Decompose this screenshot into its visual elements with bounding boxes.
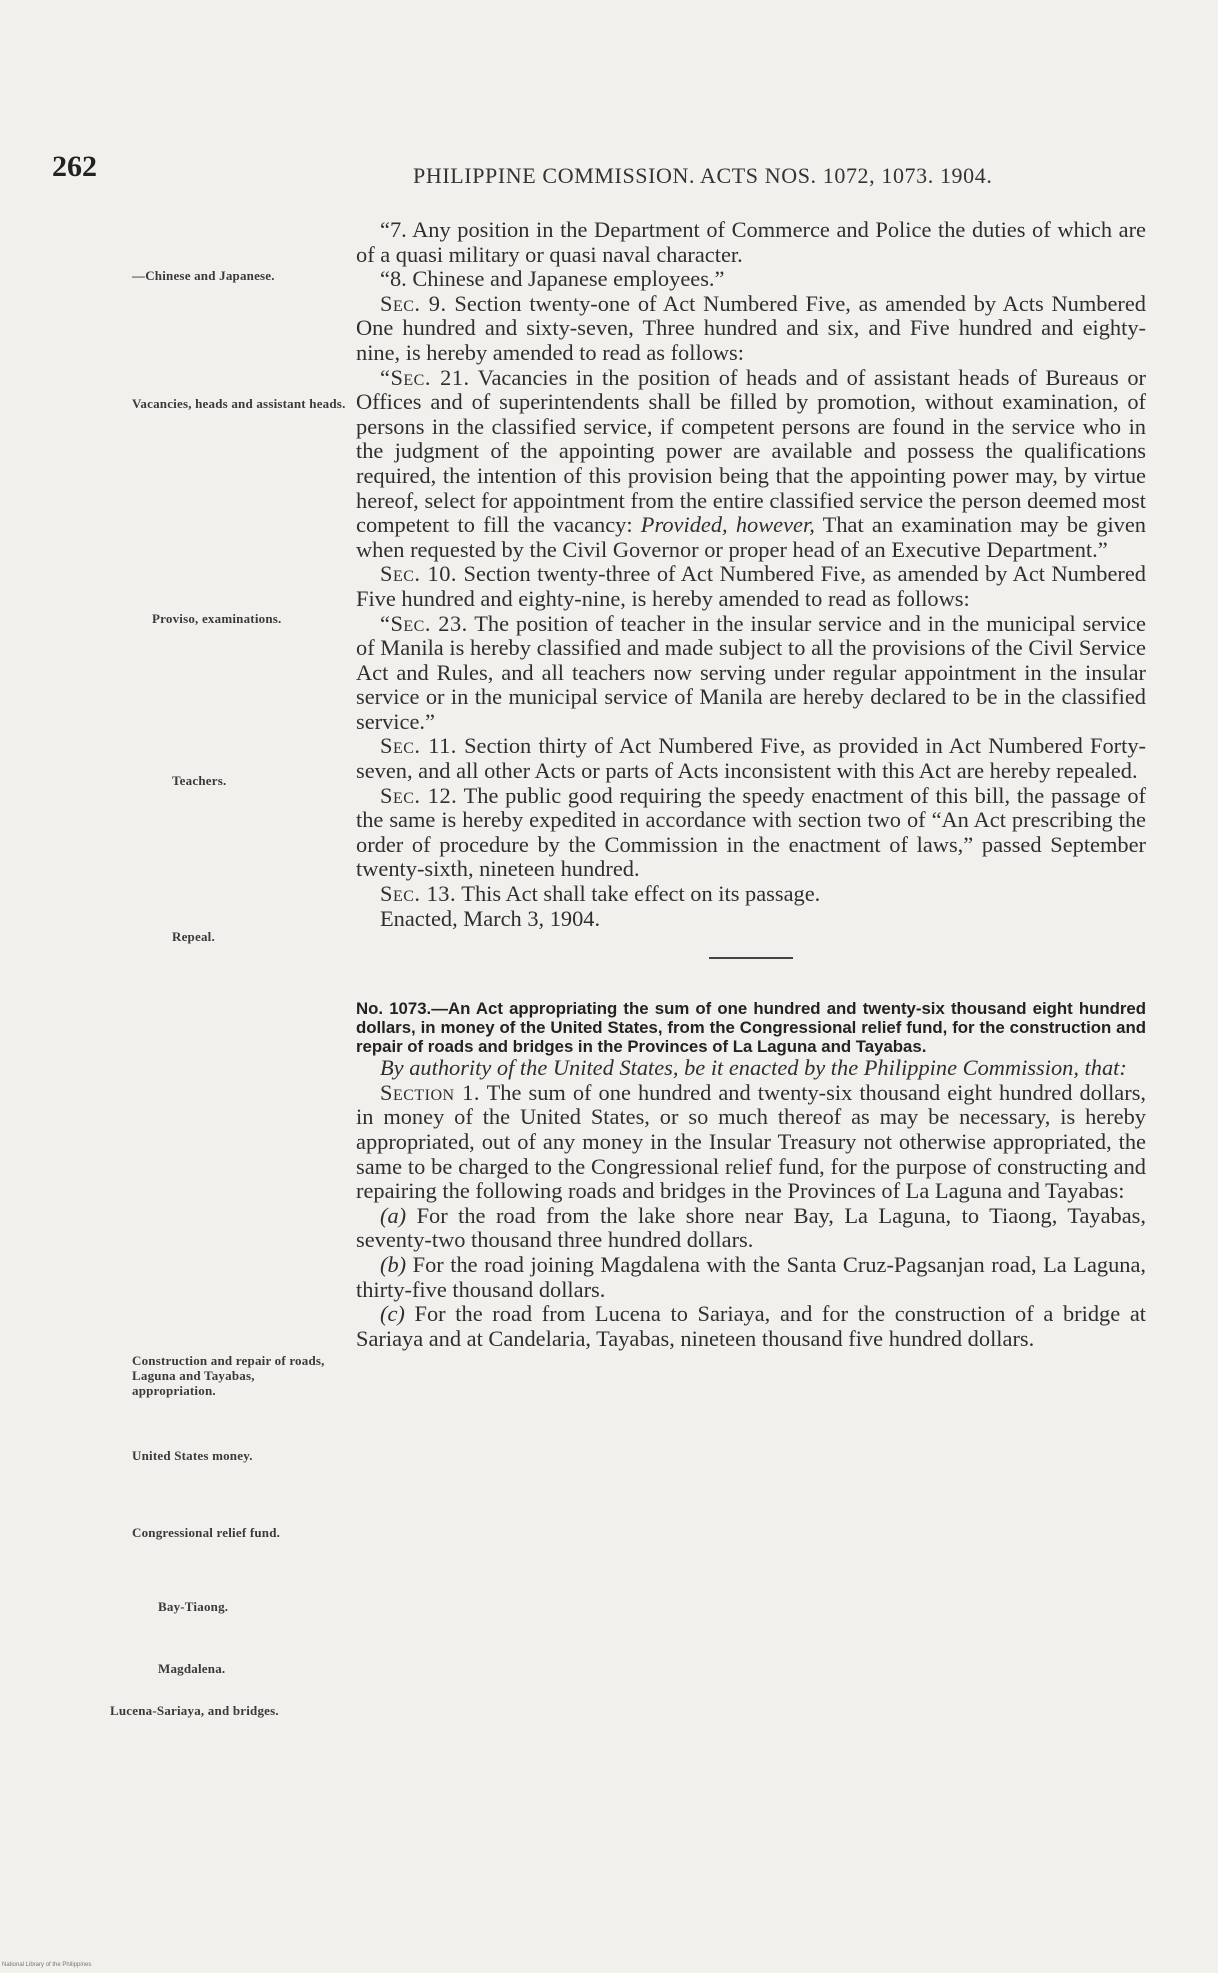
paragraph: (b) For the road joining Magdalena with the Santa Cruz-Pagsanjan road, La Laguna, thirty-five thousand dollars. — [356, 1251, 1146, 1302]
section-divider — [709, 957, 793, 959]
page-number: 262 — [52, 150, 97, 183]
paragraph: “7. Any position in the Department of Commerce and Police the duties of which are of a quasi military or quasi naval character. — [356, 217, 1146, 267]
margin-note-relief-fund: Congressional relief fund. — [132, 1525, 281, 1540]
margin-note-lucena: Lucena-Sariaya, and bridges. — [110, 1703, 279, 1718]
margin-note-bay-tiaong: Bay-Tiaong. — [158, 1599, 229, 1614]
paragraph: Sec. 9. Section twenty-one of Act Numbered Five, as amended by Acts Numbered One hundred and sixty-seven, Three hundred and six, and Five hundred and eighty-nine, is hereby amended to read as follows: — [356, 290, 1146, 365]
paragraph: Sec. 12. The public good requiring the speedy enactment of this bill, the passage of the same is hereby expedited in accordance with section two of “An Act prescribing the order of procedure by the Commission in the enactment of laws,” passed September twenty-sixth, nineteen hundred. — [356, 782, 1146, 882]
paragraph: Section 1. The sum of one hundred and twenty-six thousand eight hundred dollars, in money of the United States, or so much thereof as may be necessary, is hereby appropriated, out of any money in the Insular Treasury not otherwise appropriated, the same to be charged to the Congressional relief fund, for the purpose of constructing and repairing the following roads and bridges in the Provinces of La Laguna and Tayabas: — [356, 1079, 1147, 1204]
paragraph: (a) For the road from the lake shore near Bay, La Laguna, to Tiaong, Tayabas, seventy-two thousand three hundred dollars. — [356, 1202, 1146, 1253]
paragraph: “Sec. 23. The position of teacher in the insular service and in the municipal service of Manila is hereby classified and made subject to all the provisions of the Civil Service Act and Rules, and all teachers now serving under regular appointment in the insular service or in the municipal service of Manila are hereby declared to be in the classified service.” — [356, 610, 1146, 734]
paragraph: Sec. 13. This Act shall take effect on its passage. — [380, 881, 821, 907]
margin-note-us-money: United States money. — [132, 1448, 253, 1463]
margin-note-teachers: Teachers. — [172, 773, 227, 788]
paragraph: Sec. 10. Section twenty-three of Act Numbered Five, as amended by Act Numbered Five hundred and eighty-nine, is hereby amended to read as follows: — [356, 561, 1146, 611]
margin-note-repeal: Repeal. — [172, 929, 215, 944]
margin-note-magdalena: Magdalena. — [158, 1661, 226, 1676]
margin-note-chinese: —Chinese and Japanese. — [132, 268, 275, 283]
act-heading: No. 1073.—An Act appropriating the sum of one hundred and twenty-six thousand eight hundred dollars, in money of the United States, from the Congressional relief fund, for the construction and repair of roads and bridges in the Provinces of La Laguna and Tayabas. — [356, 999, 1146, 1057]
margin-note-proviso: Proviso, examinations. — [152, 611, 282, 626]
running-head: PHILIPPINE COMMISSION. ACTS NOS. 1072, 1073. 1904. — [413, 163, 993, 188]
margin-note-construction: Construction and repair of roads, Laguna and Tayabas, appropriation. — [132, 1353, 325, 1398]
paragraph: (c) For the road from Lucena to Sariaya, and for the construction of a bridge at Sariaya and at Candelaria, Tayabas, nineteen thousand five hundred dollars. — [356, 1301, 1146, 1351]
main-text — [356, 218, 1146, 1351]
enactment-date: Enacted, March 3, 1904. — [380, 905, 601, 931]
paragraph: “8. Chinese and Japanese employees.” — [380, 266, 725, 292]
paragraph: Sec. 11. Section thirty of Act Numbered Five, as provided in Act Numbered Forty-seven, and all other Acts or parts of Acts inconsistent with this Act are hereby repealed. — [356, 733, 1146, 784]
paragraph: “Sec. 21. Vacancies in the position of heads and of assistant heads of Bureaus or Offices and of superintendents shall be filled by promotion, without examination, of persons in the classified service, if competent persons are found in the service who in the judgment of the appointing power are available and possess the qualifications required, the intention of this provision being that the appointing power may, by virtue hereof, select for appointment from the entire classified service the person deemed most competent to fill the vacancy: Provided, however, That an examination may be given when requested by the Civil Governor or proper head of an Executive Department.” — [356, 364, 1146, 562]
footer-credit: National Library of the Philippines — [2, 1962, 92, 1968]
margin-note-vacancies: Vacancies, heads and assistant heads. — [132, 396, 346, 411]
enacting-clause: By authority of the United States, be it enacted by the Philippine Commission, that: — [380, 1055, 1127, 1081]
